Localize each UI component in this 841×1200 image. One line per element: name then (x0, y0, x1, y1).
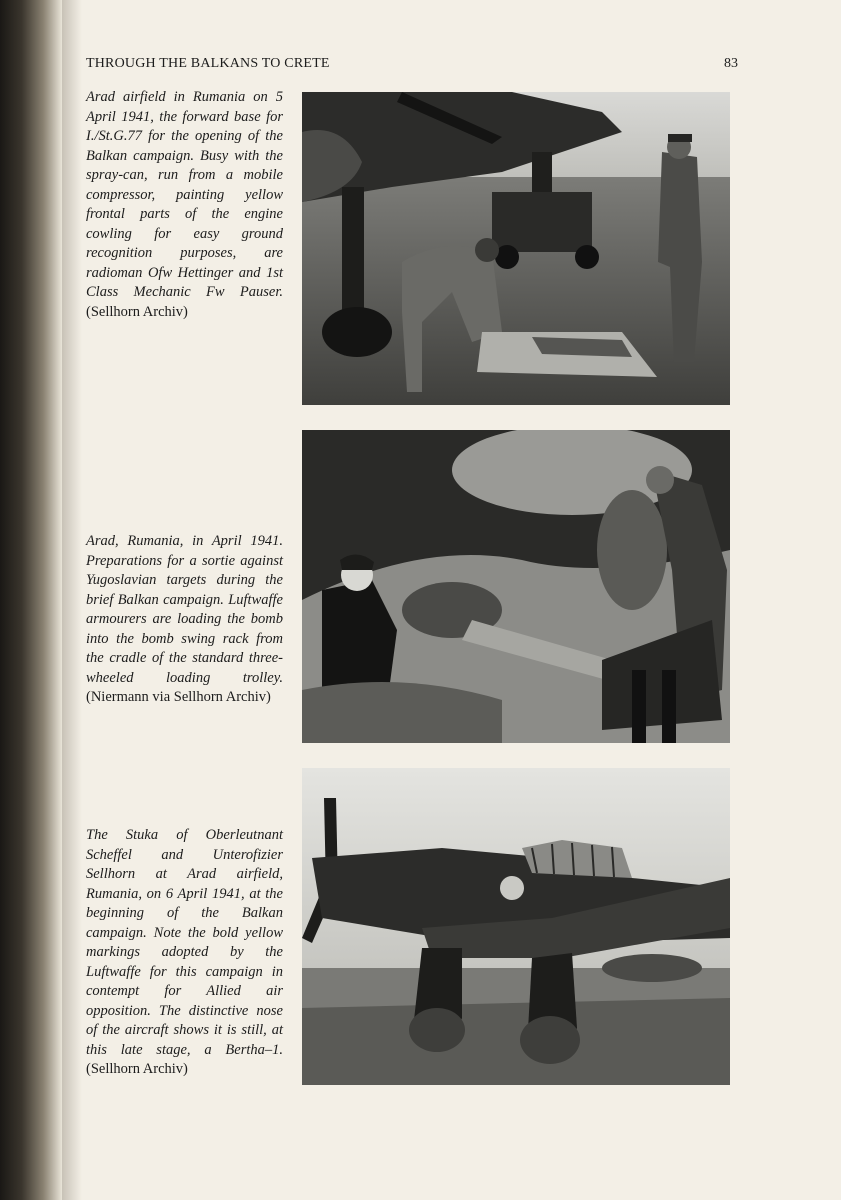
running-head: THROUGH THE BALKANS TO CRETE (86, 56, 330, 71)
book-gutter (0, 0, 62, 1200)
photo-armourers-loading-bomb (302, 430, 730, 743)
caption-photo-3 (86, 826, 283, 1080)
photo-credit: (Sellhorn Archiv) (86, 303, 188, 320)
caption-text: Arad airfield in Rumania on 5 April 1941, the forward base for I./St.G.77 for the opening of the Balkan campaign. Busy with the spray-can, run from a mobile compressor, painting yellow frontal parts of the engine cowling for easy ground recognition purposes, are radioman Ofw Hettinger and 1st Class Mechanic Fw Pauser. (86, 89, 283, 300)
photo-stuka-arad-airfield (302, 768, 730, 1085)
caption-photo-1 (86, 88, 283, 322)
caption-text: Arad, Rumania, in April 1941. Preparations for a sortie against Yugoslavian targets during the brief Balkan campaign. Luftwaffe armourers are loading the bomb into the bomb swing rack from the cradle of the standard three-wheeled loading trolley. (86, 533, 283, 686)
photo-arad-airfield-painting (302, 92, 730, 405)
page-number: 83 (724, 56, 738, 71)
photo-credit: (Sellhorn Archiv) (86, 1061, 188, 1077)
caption-photo-2 (86, 532, 283, 708)
page-edge-shadow (62, 0, 82, 1200)
caption-text: The Stuka of Oberleutnant Scheffel and Unterofizier Sellhorn at Arad airfield, Rumania, on 6 April 1941, at the beginning of the Balkan campaign. Note the bold yellow markings adopted by the Luftwaffe for this campaign in contempt for Allied air opposition. The distinctive nose of the aircraft shows it is still, at this late stage, a Bertha–1. (86, 827, 283, 1058)
photo-credit: (Niermann via Sellhorn Archiv) (86, 689, 271, 705)
page-header (86, 56, 738, 78)
